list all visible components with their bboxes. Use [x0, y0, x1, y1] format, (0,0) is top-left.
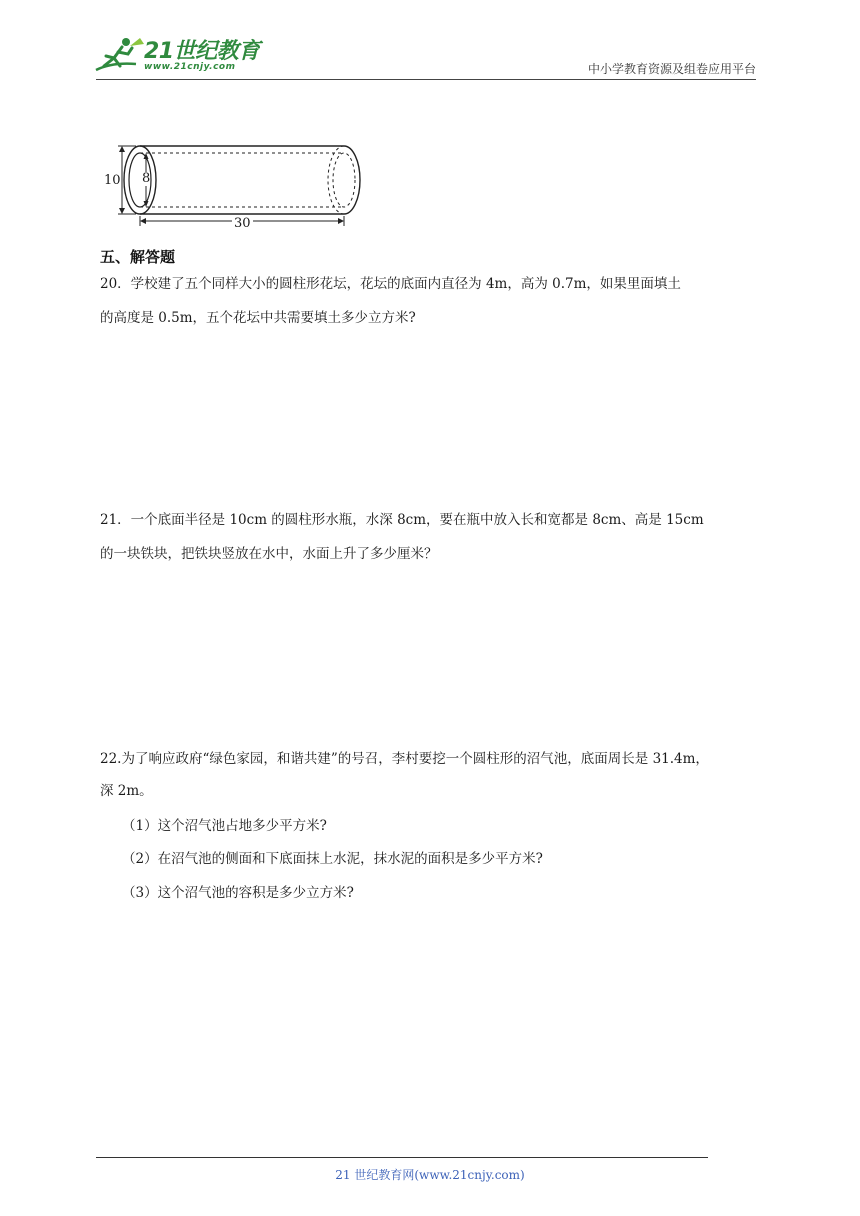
- length-label: 30: [234, 216, 251, 231]
- footer-text: 21 世纪教育网(www.21cnjy.com): [335, 1168, 525, 1182]
- footer-divider: [96, 1157, 708, 1158]
- question-22-line-1: 22.为了响应政府“绿色家园，和谐共建”的号召，李村要挖一个圆柱形的沼气池，底面周长是 31.4m，: [100, 751, 709, 767]
- question-20-line-1: 20．学校建了五个同样大小的圆柱形花坛，花坛的底面内直径为 4m，高为 0.7m，如果里面填土: [100, 276, 681, 292]
- question-21-line-2: 的一块铁块，把铁块竖放在水中，水面上升了多少厘米？: [100, 546, 438, 562]
- outer-diameter-label: 10: [104, 173, 121, 188]
- header-platform-text: 中小学教育资源及组卷应用平台: [587, 62, 756, 76]
- cylinder-figure: [100, 138, 370, 238]
- question-21-line-1: 21．一个底面半径是 10cm 的圆柱形水瓶，水深 8cm，要在瓶中放入长和宽都是 8cm、高是 15cm: [100, 512, 704, 528]
- question-22-line-2: 深 2m。: [100, 783, 153, 799]
- header-divider: [96, 79, 756, 80]
- question-20-line-2: 的高度是 0.5m，五个花坛中共需要填土多少立方米?: [100, 310, 416, 326]
- runner-logo-icon: [92, 34, 152, 80]
- logo-text: 21世纪教育: [144, 39, 260, 64]
- question-22-sub-2: （2）在沼气池的侧面和下底面抹上水泥，抹水泥的面积是多少平方米?: [122, 851, 543, 867]
- question-22-sub-3: （3）这个沼气池的容积是多少立方米?: [122, 885, 354, 901]
- inner-diameter-label: 8: [142, 171, 151, 186]
- question-22-sub-1: （1）这个沼气池占地多少平方米?: [122, 818, 327, 834]
- logo-url: www.21cnjy.com: [144, 62, 236, 72]
- section-title: 五、解答题: [100, 248, 176, 266]
